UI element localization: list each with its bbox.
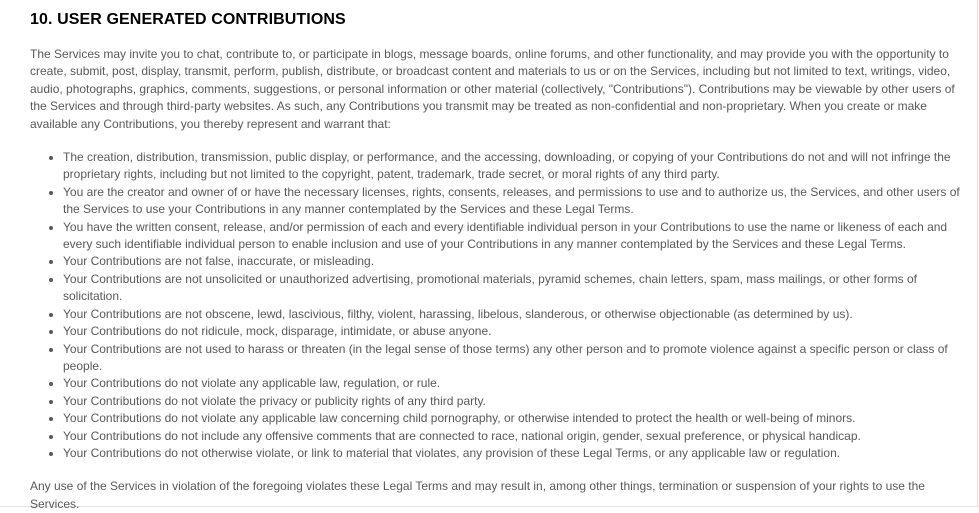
- list-item: Your Contributions do not violate any applicable law, regulation, or rule.: [63, 375, 960, 392]
- list-item: You are the creator and owner of or have the necessary licenses, rights, consents, releases, and permissions to use and to authorize us, the Services, and other users of the Services to use your Contributions in any manner contemplated by the Services and these Legal Terms.: [63, 184, 960, 219]
- warranty-list: [30, 149, 960, 462]
- list-item: You have the written consent, release, and/or permission of each and every identifiable individual person in your Contributions to use the name or likeness of each and every such identifiable individual person to enable inclusion and use of your Contributions in any manner contemplated by the Services and these Legal Terms.: [63, 219, 960, 254]
- list-item: Your Contributions do not violate any applicable law concerning child pornography, or otherwise intended to protect the health or well-being of minors.: [63, 410, 960, 427]
- section-heading: 10. USER GENERATED CONTRIBUTIONS: [30, 11, 346, 28]
- list-item: Your Contributions do not otherwise violate, or link to material that violates, any provision of these Legal Terms, or any applicable law or regulation.: [63, 445, 960, 462]
- list-item: Your Contributions are not false, inaccurate, or misleading.: [63, 253, 960, 270]
- list-item: Your Contributions do not violate the privacy or publicity rights of any third party.: [63, 393, 960, 410]
- list-item: Your Contributions are not obscene, lewd, lascivious, filthy, violent, harassing, libelous, slanderous, or otherwise objectionable (as determined by us).: [63, 306, 960, 323]
- intro-paragraph: The Services may invite you to chat, contribute to, or participate in blogs, message boards, online forums, and other functionality, and may provide you with the opportunity to create, submit, post, display, transmit, perform, publish, distribute, or broadcast content and materials to us or on the Services, including but not limited to text, writings, video, audio, photographs, graphics, comments, suggestions, or personal information or other material (collectively, "Contributions"). Contributions may be viewable by other users of the Services and through third-party websites. As such, any Contributions you transmit may be treated as non-confidential and non-proprietary. When you create or make available any Contributions, you thereby represent and warrant that:: [30, 47, 955, 131]
- list-item: Your Contributions do not include any offensive comments that are connected to race, national origin, gender, sexual preference, or physical handicap.: [63, 428, 960, 445]
- list-item: The creation, distribution, transmission, public display, or performance, and the accessing, downloading, or copying of your Contributions do not and will not infringe the proprietary rights, including but not limited to the copyright, patent, trademark, trade secret, or moral rights of any third party.: [63, 149, 960, 184]
- list-item: Your Contributions are not used to harass or threaten (in the legal sense of those terms) any other person and to promote violence against a specific person or class of people.: [63, 341, 960, 376]
- legal-section: [30, 9, 960, 513]
- list-item: Your Contributions do not ridicule, mock, disparage, intimidate, or abuse anyone.: [63, 323, 960, 340]
- closing-paragraph: Any use of the Services in violation of the foregoing violates these Legal Terms and may result in, among other things, termination or suspension of your rights to use the Services.: [30, 479, 925, 511]
- list-item: Your Contributions are not unsolicited or unauthorized advertising, promotional materials, pyramid schemes, chain letters, spam, mass mailings, or other forms of solicitation.: [63, 271, 960, 306]
